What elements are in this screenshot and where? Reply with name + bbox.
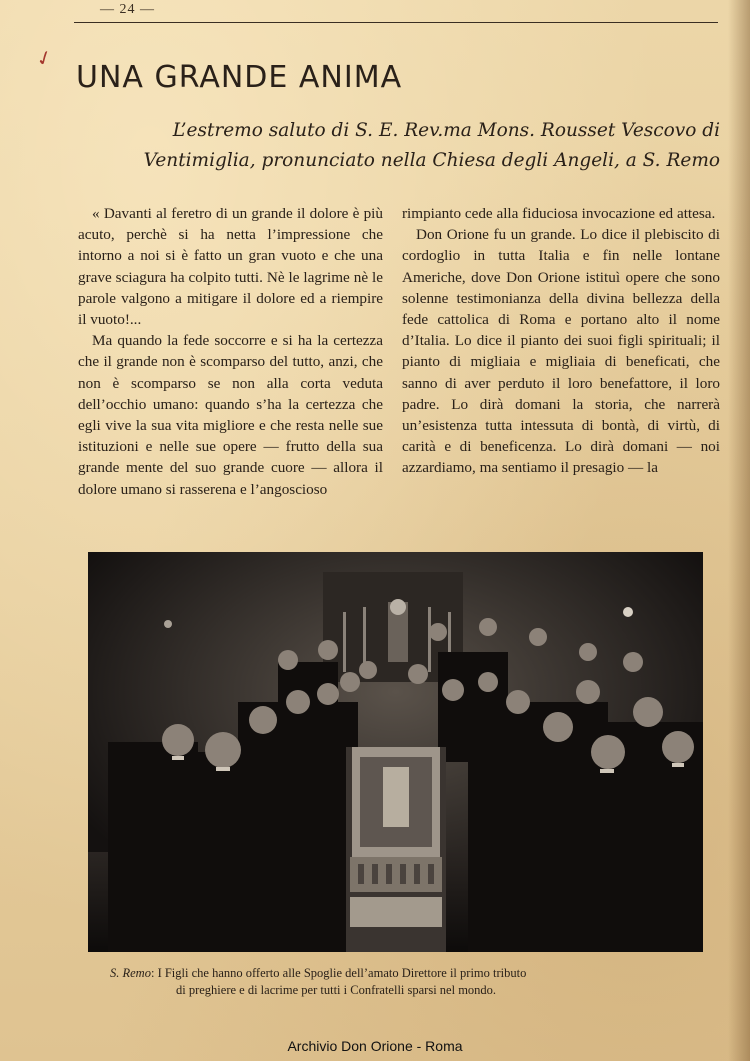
caption-text-line2: di preghiere e di lacrime per tutti i Confratelli sparsi nel mondo. [176,983,497,997]
photo-illustration [88,552,703,952]
article-title: UNA GRANDE ANIMA [76,60,403,95]
archive-footer: Archivio Don Orione - Roma [287,1038,463,1054]
paragraph: rimpianto cede alla fiduciosa invocazione ed attesa. [402,205,716,222]
header-rule [74,22,718,23]
paragraph: Ma quando la fede soccorre e si ha la certezza che il grande non è scomparso del tutto, anzi, che non è scomparso se non alla corta veduta dell’occhio umano: quando s’ha la certezza che egli vive la sua vita migliore e che resta nelle sue istituzioni e nelle sue opere — frutto della sua grande mente del suo grande cuore — allora il dolore umano si rasserena e l’angoscioso [78,332,383,498]
text-column-left [78,203,383,500]
paragraph: « Davanti al feretro di un grande il dolore è più acuto, perchè si ha netta l’impressione che intorno a noi si è fatto un gran vuoto e che una grave sciagura ha colpito tutti. Nè le lagrime nè le parole valgono a mitigare il dolore ed a riempire il vuoto!... [78,205,383,329]
paragraph: Don Orione fu un grande. Lo dice il plebiscito di cordoglio in tutta Italia e fin nelle lontane Americhe, dove Don Orione istituì opere che sono solenne testimonianza della divina bellezza della fede cattolica di Roma e portano alto il nome d’Italia. Lo dice il pianto dei suoi figli spirituali; il pianto di migliaia e migliaia di beneficati, che sanno di aver perduto il loro benefattore, il loro padre. Lo dirà domani la storia, che narrerà un’esistenza tutta intessuta di bontà, di virtù, di carità e di beneficenza. Lo dirà domani — noi azzardiamo, ma sentiamo il presagio — la [402,226,720,477]
photo-caption [110,965,710,999]
page-edge-shadow [728,0,750,1061]
page-number: — 24 — [100,2,155,17]
caption-place: S. Remo [110,966,151,980]
article-subtitle: L’estremo saluto di S. E. Rev.ma Mons. Rousset Vescovo di Ventimiglia, pronunciato nella Chiesa degli Angeli, a S. Remo [143,120,720,171]
pen-check-mark-icon: ✓ [32,43,57,73]
text-column-right [402,203,720,479]
funeral-photograph [88,552,703,952]
caption-text-line1: : I Figli che hanno offerto alle Spoglie dell’amato Direttore il primo tributo [150,966,527,980]
